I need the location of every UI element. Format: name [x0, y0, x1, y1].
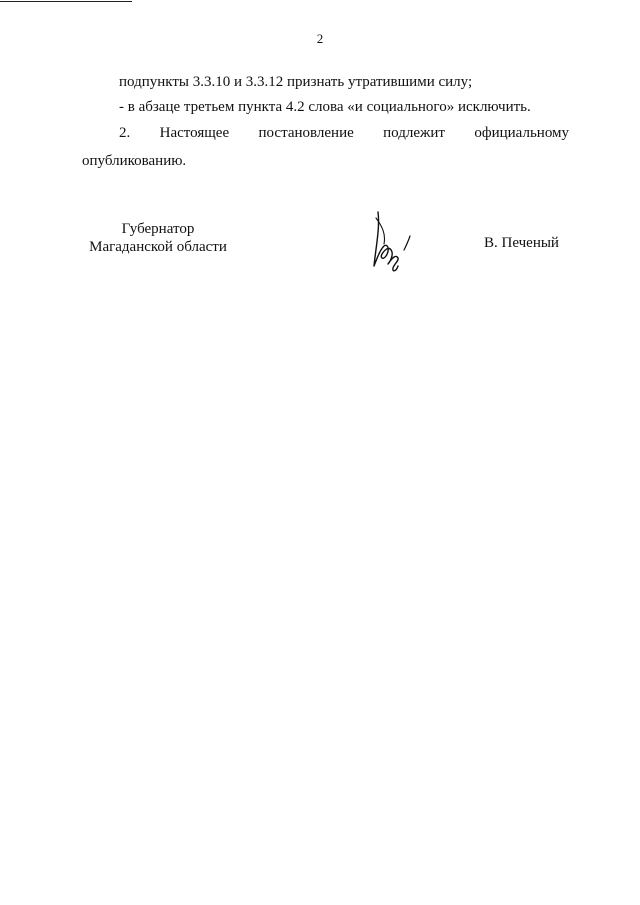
- clause-word: постановление: [258, 125, 354, 141]
- body-line-subpoints: подпункты 3.3.10 и 3.3.12 признать утратившими силу;: [119, 74, 473, 90]
- clause-number: 2.: [119, 125, 131, 141]
- clause-word: подлежит: [383, 125, 445, 141]
- signatory-position: [78, 220, 238, 256]
- body-line-paragraph-amendment: - в абзаце третьем пункта 4.2 слова «и социального» исключить.: [119, 99, 531, 115]
- signatory-position-line: Губернатор: [121, 221, 195, 237]
- signatory-name: В. Печеный: [484, 235, 559, 251]
- top-rule: [0, 1, 132, 2]
- body-line-publication-continuation: опубликованию.: [82, 153, 187, 169]
- body-line-publication-clause: [119, 123, 569, 143]
- page-number: 2: [316, 31, 324, 46]
- clause-word: официальному: [474, 125, 570, 141]
- clause-word: Настоящее: [159, 125, 230, 141]
- signatory-position-line: Магаданской области: [89, 239, 227, 255]
- handwritten-signature: [366, 206, 422, 276]
